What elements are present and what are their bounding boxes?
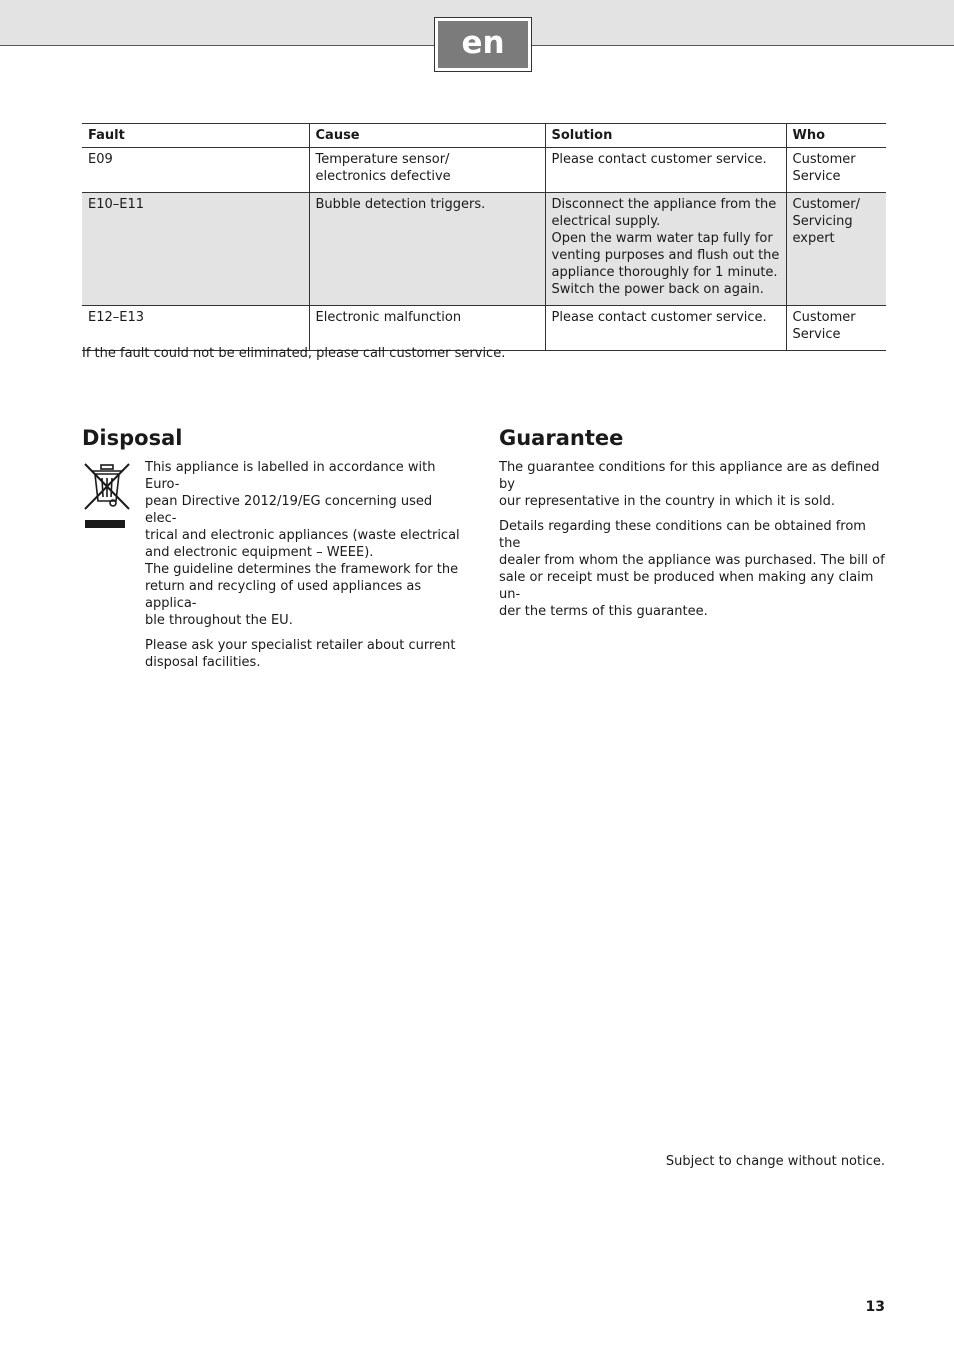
who-line: Servicing	[792, 214, 853, 229]
solution-line: venting purposes and flush out the	[551, 248, 780, 263]
text-line: der the terms of this guarantee.	[499, 604, 708, 619]
disposal-paragraph	[145, 459, 465, 629]
text-line: trical and electronic appliances (waste electrical	[145, 528, 460, 543]
solution-line: Disconnect the appliance from the	[551, 197, 777, 212]
solution-line: appliance thoroughly for 1 minute.	[551, 265, 778, 280]
disposal-paragraph	[145, 637, 465, 671]
text-line: pean Directive 2012/19/EG concerning used elec-	[145, 494, 433, 526]
disposal-text	[145, 459, 465, 671]
column-header-who: Who	[786, 124, 886, 148]
solution-line: electrical supply.	[551, 214, 661, 229]
fault-code-cell: E09	[82, 148, 309, 193]
table-row	[82, 193, 886, 306]
solution-line: Switch the power back on again.	[551, 282, 764, 297]
page-number: 13	[865, 1299, 885, 1315]
cause-cell	[309, 193, 545, 306]
fault-table-note: If the fault could not be eliminated, please call customer service.	[82, 346, 506, 361]
language-badge	[434, 17, 532, 72]
table-row	[82, 306, 886, 351]
cause-line: Bubble detection triggers.	[315, 197, 486, 212]
guarantee-paragraph	[499, 518, 889, 620]
text-line: our representative in the country in which it is sold.	[499, 494, 836, 509]
language-code: en	[438, 21, 528, 68]
text-line: Details regarding these conditions can be obtained from the	[499, 519, 866, 551]
solution-line: Open the warm water tap fully for	[551, 231, 773, 246]
solution-line: Please contact customer service.	[551, 310, 767, 325]
who-line: Service	[792, 327, 841, 342]
who-line: Customer	[792, 152, 856, 167]
text-line: return and recycling of used appliances as applica-	[145, 579, 422, 611]
solution-cell	[545, 193, 786, 306]
who-line: Service	[792, 169, 841, 184]
solution-line: Please contact customer service.	[551, 152, 767, 167]
table-header-row	[82, 124, 886, 148]
solution-cell	[545, 306, 786, 351]
column-header-fault: Fault	[82, 124, 309, 148]
who-line: Customer/	[792, 197, 861, 212]
cause-cell	[309, 148, 545, 193]
text-line: The guarantee conditions for this appliance are as defined by	[499, 460, 880, 492]
text-line: sale or receipt must be produced when making any claim un-	[499, 570, 874, 602]
text-line: The guideline determines the framework for the	[145, 562, 459, 577]
text-line: ble throughout the EU.	[145, 613, 293, 628]
guarantee-heading: Guarantee	[499, 426, 624, 450]
guarantee-paragraph	[499, 459, 889, 510]
who-cell	[786, 306, 886, 351]
who-cell	[786, 148, 886, 193]
cause-cell	[309, 306, 545, 351]
cause-line: electronics defective	[315, 169, 451, 184]
column-header-solution: Solution	[545, 124, 786, 148]
fault-table	[82, 123, 886, 351]
guarantee-text	[499, 459, 889, 620]
text-line: This appliance is labelled in accordance with Euro-	[145, 460, 436, 492]
text-line: dealer from whom the appliance was purchased. The bill of	[499, 553, 885, 568]
change-notice: Subject to change without notice.	[665, 1154, 885, 1169]
who-line: expert	[792, 231, 835, 246]
solution-cell	[545, 148, 786, 193]
table-row	[82, 148, 886, 193]
cause-line: Electronic malfunction	[315, 310, 462, 325]
fault-code-cell: E10–E11	[82, 193, 309, 306]
column-header-cause: Cause	[309, 124, 545, 148]
who-line: Customer	[792, 310, 856, 325]
fault-code-cell: E12–E13	[82, 306, 309, 351]
weee-crossed-bin-icon	[83, 461, 131, 531]
disposal-heading: Disposal	[82, 426, 183, 450]
cause-line: Temperature sensor/	[315, 152, 450, 167]
who-cell	[786, 193, 886, 306]
text-line: and electronic equipment – WEEE).	[145, 545, 374, 560]
text-line: disposal facilities.	[145, 655, 261, 670]
text-line: Please ask your specialist retailer about current	[145, 638, 456, 653]
